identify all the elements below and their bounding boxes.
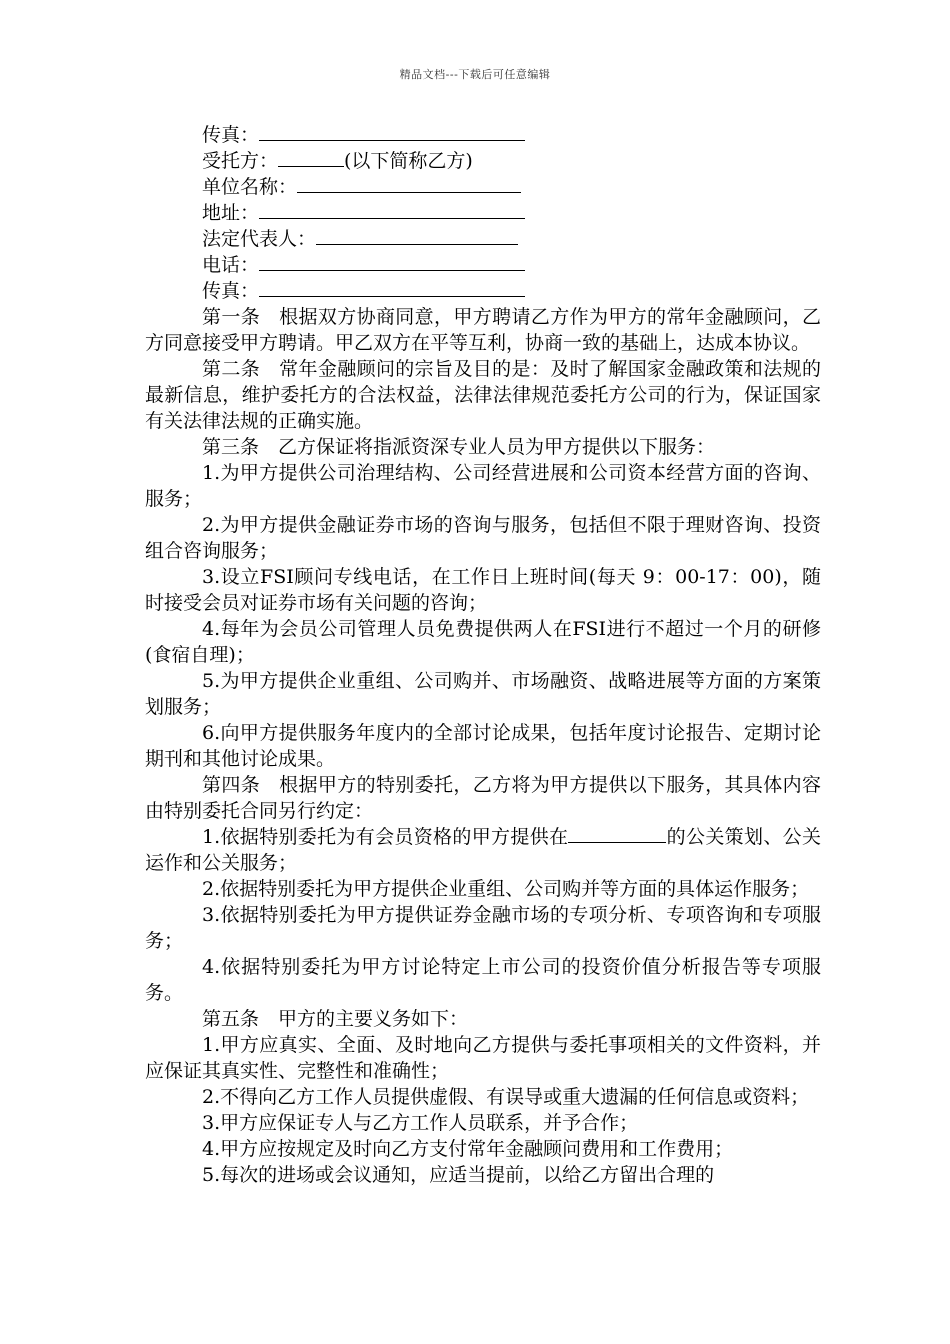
article-label: 第五条: [202, 1008, 260, 1030]
document-body: [145, 122, 821, 1188]
article-5-item: 1.甲方应真实、全面、及时地向乙方提供与委托事项相关的文件资料，并应保证其真实性、完整性和准确性；: [145, 1034, 821, 1082]
article-label: 第一条: [202, 306, 261, 328]
fax-blank-line: [259, 122, 525, 141]
article-4: [145, 772, 821, 824]
company-name-field: [145, 174, 821, 200]
legal-rep-field: [145, 226, 821, 252]
article-label: 第二条: [202, 358, 261, 380]
field-label: 单位名称：: [202, 176, 298, 198]
trustee-suffix: (以下简称乙方): [344, 150, 473, 172]
article-5-item: 4.甲方应按规定及时向乙方支付常年金融顾问费用和工作费用；: [202, 1138, 734, 1160]
article-1: [145, 304, 821, 356]
legal-rep-blank-line: [316, 226, 518, 245]
item-text: 的公关策划、公关运作和公关服务；: [145, 826, 821, 874]
page-header: 精品文档---下载后可任意编辑: [399, 68, 551, 81]
article-label: 第四条: [202, 774, 261, 796]
item-text: 1.依据特别委托为有会员资格的甲方提供在: [202, 826, 569, 848]
article-text: 乙方保证将指派资深专业人员为甲方提供以下服务：: [278, 436, 716, 458]
field-label: 地址：: [202, 202, 260, 224]
article-3-item: 2.为甲方提供金融证券市场的咨询与服务，包括但不限于理财咨询、投资组合咨询服务；: [145, 514, 821, 562]
article-text: 甲方的主要义务如下：: [278, 1008, 469, 1030]
field-label: 受托方：: [202, 150, 279, 172]
article-3-item: 5.为甲方提供企业重组、公司购并、市场融资、战略进展等方面的方案策划服务；: [145, 670, 821, 718]
article-3-item: 6.向甲方提供服务年度内的全部讨论成果，包括年度讨论报告、定期讨论期刊和其他讨论成果。: [145, 722, 821, 770]
article-text: 根据甲方的特别委托，乙方将为甲方提供以下服务，其具体内容由特别委托合同另行约定：: [145, 774, 821, 822]
article-5: [145, 1006, 821, 1032]
article-5-item: 3.甲方应保证专人与乙方工作人员联系，并予合作；: [202, 1112, 639, 1134]
field-label: 电话：: [202, 254, 260, 276]
fax-field-1: [145, 122, 821, 148]
article-label: 第三条: [202, 436, 260, 458]
trustee-blank-line: [278, 148, 344, 167]
article-3-item: 1.为甲方提供公司治理结构、公司经营进展和公司资本经营方面的咨询、服务；: [145, 462, 821, 510]
company-name-blank-line: [297, 174, 521, 193]
field-label: 传真：: [202, 280, 260, 302]
article-text: 常年金融顾问的宗旨及目的是：及时了解国家金融政策和法规的最新信息，维护委托方的合法权益，法律法律规范委托方公司的行为，保证国家有关法律法规的正确实施。: [145, 358, 821, 432]
article-3-item: 4.每年为会员公司管理人员免费提供两人在FSI进行不超过一个月的研修(食宿自理)；: [145, 618, 821, 666]
phone-field: [145, 252, 821, 278]
article-5-item: 2.不得向乙方工作人员提供虚假、有误导或重大遗漏的任何信息或资料；: [202, 1086, 810, 1108]
fax-blank-line: [259, 278, 525, 297]
article-4-item: [145, 824, 821, 876]
article-5-item: 5.每次的进场或会议通知，应适当提前，以给乙方留出合理的: [202, 1164, 715, 1186]
field-label: 传真：: [202, 124, 260, 146]
article-text: 根据双方协商同意，甲方聘请乙方作为甲方的常年金融顾问，乙方同意接受甲方聘请。甲乙双方在平等互利，协商一致的基础上，达成本协议。: [145, 306, 821, 354]
fax-field-2: [145, 278, 821, 304]
article-4-item: 4.依据特别委托为甲方讨论特定上市公司的投资价值分析报告等专项服务。: [145, 956, 821, 1004]
article-4-item: 2.依据特别委托为甲方提供企业重组、公司购并等方面的具体运作服务；: [202, 878, 810, 900]
address-blank-line: [259, 200, 525, 219]
trustee-field: [145, 148, 821, 174]
article-3: [145, 434, 821, 460]
address-field: [145, 200, 821, 226]
field-label: 法定代表人：: [202, 228, 317, 250]
inline-blank-line: [568, 824, 666, 843]
article-2: [145, 356, 821, 434]
article-3-item: 3.设立FSI顾问专线电话，在工作日上班时间(每天 9：00-17：00)，随时接受会员对证券市场有关问题的咨询；: [145, 566, 821, 614]
article-4-item: 3.依据特别委托为甲方提供证券金融市场的专项分析、专项咨询和专项服务；: [145, 904, 821, 952]
phone-blank-line: [259, 252, 525, 271]
